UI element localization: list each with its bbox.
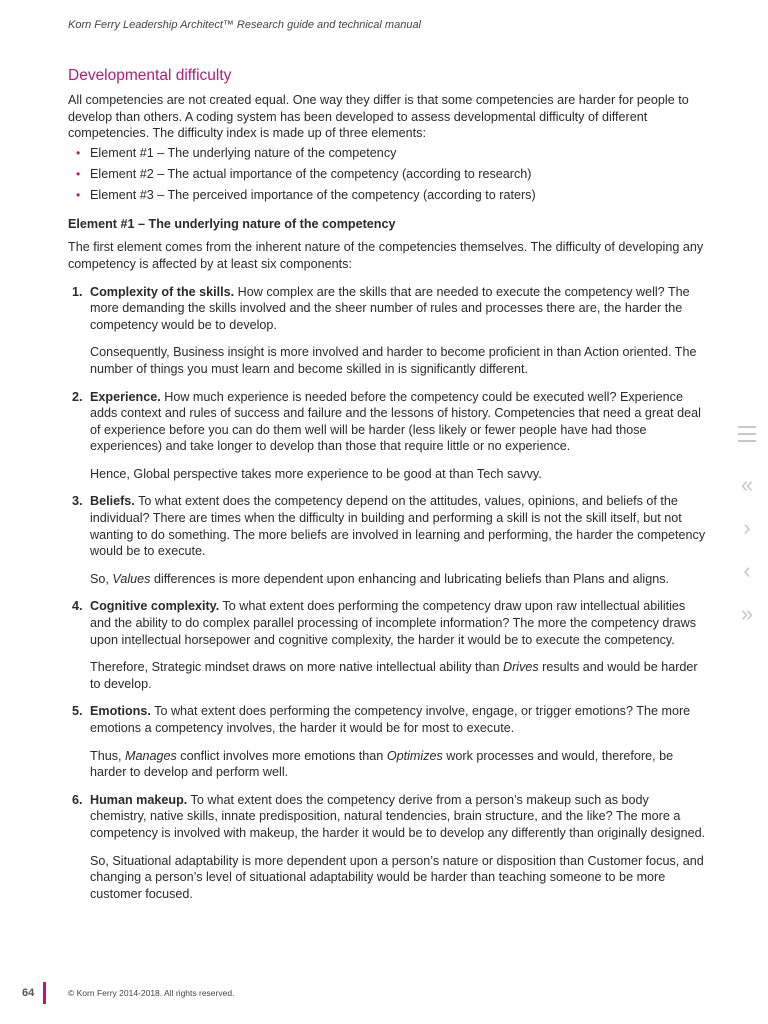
component-item: [68, 389, 708, 483]
intro-paragraph: All competencies are not created equal. One way they differ is that some competencies are harder for people to develop than others. A coding system has been developed to assess developmental difficulty of different competencies. The difficulty index is made up of three elements:: [68, 93, 689, 141]
component-text: [90, 493, 708, 559]
component-example: [90, 344, 708, 377]
footer-accent-bar: [43, 982, 46, 1004]
page-number: 64: [22, 987, 35, 999]
component-lead: Experience.: [90, 389, 161, 404]
example-text: Hence, Global perspective takes more experience to be good at than Tech savvy.: [90, 466, 542, 481]
example-italic-text: Manages: [125, 748, 177, 763]
example-italic-text: Drives: [503, 660, 539, 675]
element-list-item: • Element #2 – The actual importance of the competency (according to research): [68, 166, 708, 183]
component-body: To what extent does the competency depend on the attitudes, values, opinions, and beliefs of the individual? There are times when the difficulty in building and performing a skill is not the skill itself, but not wanting to do something. The more beliefs are involved in learning and performing, the harder the competency would be to execute.: [90, 494, 706, 559]
component-text: [90, 598, 708, 648]
component-lead: Cognitive complexity.: [90, 599, 220, 614]
component-text: [90, 703, 708, 736]
component-item: [68, 598, 708, 692]
last-page-icon[interactable]: »: [740, 601, 754, 626]
component-number: 5.: [72, 704, 83, 719]
element1-intro: The first element comes from the inherent nature of the competencies themselves. The difficulty of developing any competency is affected by at least six components:: [68, 240, 704, 271]
component-lead: Human makeup.: [90, 792, 188, 807]
component-example: [90, 853, 708, 903]
component-example: [90, 748, 708, 781]
component-lead: Beliefs.: [90, 494, 135, 509]
example-italic-text: Values: [112, 571, 151, 586]
example-text: Therefore, Strategic mindset draws on more native intellectual ability than: [90, 660, 503, 675]
example-text: Consequently, Business insight is more involved and harder to become proficient in than Action oriented. The number of things you must learn and become skilled in is significantly different.: [90, 345, 697, 376]
example-text: conflict involves more emotions than: [176, 748, 387, 763]
element-list-item: • Element #1 – The underlying nature of the competency: [68, 145, 708, 162]
component-body: How much experience is needed before the competency could be executed well? Experience adds context and rules of success and failure and the lessons of history. Competencies that need a great deal of experience before you can do them well will be harder (less likely or fewer people have had those experiences) and take longer to develop than those that require little or no experience.: [90, 389, 701, 454]
next-page-icon[interactable]: ›: [743, 515, 751, 540]
component-example: [90, 659, 708, 692]
section-title: Developmental difficulty: [68, 67, 232, 84]
component-number: 6.: [72, 792, 83, 807]
menu-icon[interactable]: [732, 420, 762, 463]
component-item: [68, 703, 708, 780]
element-list: [68, 145, 708, 204]
component-example: [90, 571, 708, 588]
first-page-icon[interactable]: «: [740, 472, 754, 497]
example-text: So,: [90, 571, 113, 586]
previous-page-icon[interactable]: ‹: [743, 558, 751, 583]
component-item: [68, 792, 708, 903]
component-lead: Complexity of the skills.: [90, 284, 235, 299]
component-text: [90, 792, 708, 842]
example-text: differences is more dependent upon enhancing and lubricating beliefs than Plans and aligns.: [150, 571, 670, 586]
component-number: 4.: [72, 599, 83, 614]
component-body: To what extent does performing the competency involve, engage, or trigger emotions? The more emotions a competency involves, the harder it would be for most to execute.: [90, 704, 691, 735]
component-body: To what extent does the competency derive from a person’s makeup such as body chemistry, native skills, innate predisposition, natural tendencies, brain structure, and the like? The more a competency is involved with makeup, the harder it would be to develop any differently than originally designed.: [90, 792, 706, 840]
example-text: results and would be harder to develop.: [90, 660, 698, 691]
component-lead: Emotions.: [90, 704, 151, 719]
component-text: [90, 284, 708, 334]
component-text: [90, 389, 708, 455]
example-text: So, Situational adaptability is more dependent upon a person’s nature or disposition than Customer focus, and changing a person’s level of situational adaptability would be harder than teaching someone to be more customer focused.: [90, 853, 704, 901]
component-item: [68, 493, 708, 587]
element1-subheading: Element #1 – The underlying nature of the competency: [68, 216, 396, 231]
components-list: [68, 284, 708, 903]
element-list-item: • Element #3 – The perceived importance of the competency (according to raters): [68, 187, 708, 204]
component-example: [90, 466, 708, 483]
page-navigation: [732, 420, 762, 635]
component-item: [68, 284, 708, 378]
example-text: Thus,: [90, 748, 125, 763]
component-number: 1.: [72, 284, 83, 299]
running-header: Korn Ferry Leadership Architect™ Research guide and technical manual: [68, 19, 421, 31]
copyright-notice: © Korn Ferry 2014-2018. All rights reserved.: [68, 988, 235, 998]
example-text: work processes and would, therefore, be harder to develop and perform well.: [90, 748, 674, 780]
component-body: How complex are the skills that are needed to execute the competency well? The more demanding the skills involved and the sheer number of rules and processes there are, the harder the competency would be to develop.: [90, 284, 690, 332]
component-number: 3.: [72, 494, 83, 509]
main-content: [68, 92, 708, 913]
component-number: 2.: [72, 389, 83, 404]
component-body: To what extent does performing the competency draw upon raw intellectual abilities and the ability to do complex parallel processing of incomplete information? The more the competency draws upon intellectual horsepower and cognitive complexity, the harder it would be to execute the competency.: [90, 599, 696, 647]
example-italic-text: Optimizes: [386, 748, 443, 763]
